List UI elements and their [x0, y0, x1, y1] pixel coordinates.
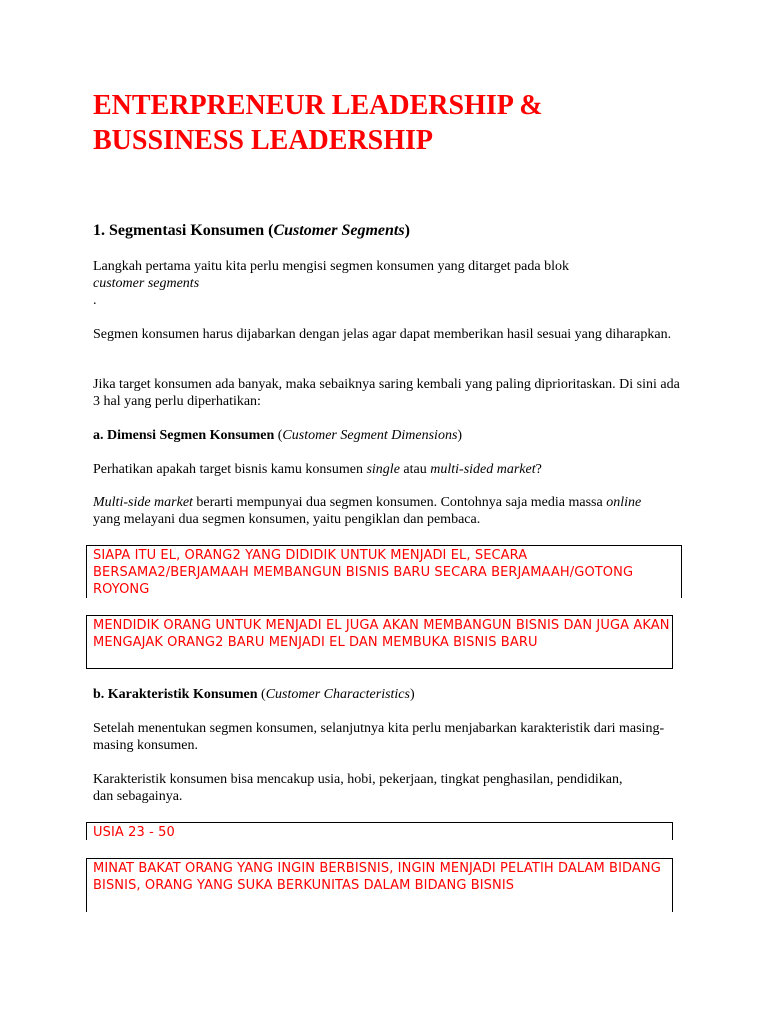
paragraph-langkah-pertama	[93, 258, 683, 309]
answer-box-1	[86, 545, 682, 598]
section-heading-prefix: 1. Segmentasi Konsumen (	[93, 222, 274, 239]
answer-box-1-text: SIAPA ITU EL, ORANG2 YANG DIDIDIK UNTUK MENJADI EL, SECARA BERSAMA2/BERJAMAAH MEMBANGUN BISNIS BARU SECARA BERJAMAAH/GOTONG ROYONG	[93, 548, 634, 597]
document-title	[93, 88, 713, 158]
paragraph-target-konsumen: Jika target konsumen ada banyak, maka sebaiknya saring kembali yang paling diprioritaskan. Di sini ada 3 hal yang perlu diperhatikan:	[93, 377, 680, 409]
title-line-2: BUSSINESS LEADERSHIP	[93, 125, 434, 156]
text-run: atau	[399, 462, 431, 477]
italic-run: Multi-side market	[93, 495, 193, 510]
text-run: ?	[535, 462, 542, 477]
subheading-close: )	[409, 687, 415, 702]
italic-run: single	[366, 462, 400, 477]
subheading-italic: Customer Characteristics	[265, 687, 410, 702]
title-line-1: ENTERPRENEUR LEADERSHIP &	[93, 90, 543, 121]
answer-box-4-text: MINAT BAKAT ORANG YANG INGIN BERBISNIS, INGIN MENJADI PELATIH DALAM BIDANG BISNIS, ORANG YANG SUKA BERKUNITAS DALAM BIDANG BISNIS	[93, 861, 661, 893]
subheading-dimensi-segmen	[93, 427, 683, 444]
text-run: yang melayani dua segmen konsumen, yaitu pengiklan dan pembaca.	[93, 512, 481, 527]
paragraph-multi-side-market	[93, 494, 663, 528]
answer-box-4	[86, 858, 673, 912]
subheading-close: )	[457, 428, 463, 443]
text-run: berarti mempunyai dua segmen konsumen. Contohnya saja media massa	[192, 495, 607, 510]
answer-box-3	[86, 822, 673, 840]
section-heading-italic: Customer Segments	[273, 222, 405, 239]
paragraph-karakteristik-mencakup: Karakteristik konsumen bisa mencakup usia, hobi, pekerjaan, tingkat penghasilan, pendidikan, dan sebagainya.	[93, 772, 623, 804]
subheading-open: (	[274, 428, 283, 443]
paragraph-text: Langkah pertama yaitu kita perlu mengisi segmen konsumen yang ditarget pada blok	[93, 259, 569, 274]
italic-run: multi-sided market	[430, 462, 536, 477]
paragraph-segmen-konsumen: Segmen konsumen harus dijabarkan dengan jelas agar dapat memberikan hasil sesuai yang diharapkan.	[93, 327, 672, 342]
paragraph-end: .	[93, 293, 97, 308]
subheading-italic: Customer Segment Dimensions	[282, 428, 458, 443]
section-heading-suffix: )	[404, 222, 410, 239]
answer-box-2-text: MENDIDIK ORANG UNTUK MENJADI EL JUGA AKAN MEMBANGUN BISNIS DAN JUGA AKAN MENGAJAK ORANG2 BARU MENJADI EL DAN MEMBUKA BISNIS BARU	[93, 618, 670, 650]
subheading-karakteristik	[93, 686, 683, 703]
section-heading-segmentasi	[93, 222, 410, 240]
italic-run: online	[606, 495, 642, 510]
subheading-bold: b. Karakteristik Konsumen	[93, 687, 258, 702]
paragraph-karakteristik: Setelah menentukan segmen konsumen, selanjutnya kita perlu menjabarkan karakteristik dari masing-masing konsumen.	[93, 721, 665, 753]
subheading-open: (	[257, 687, 266, 702]
subheading-bold: a. Dimensi Segmen Konsumen	[93, 428, 275, 443]
text-run: Perhatikan apakah target bisnis kamu konsumen	[93, 462, 367, 477]
answer-box-2	[86, 615, 673, 669]
paragraph-target-bisnis	[93, 461, 683, 478]
paragraph-italic: customer segments	[93, 276, 200, 291]
answer-box-3-text: USIA 23 - 50	[93, 825, 175, 840]
